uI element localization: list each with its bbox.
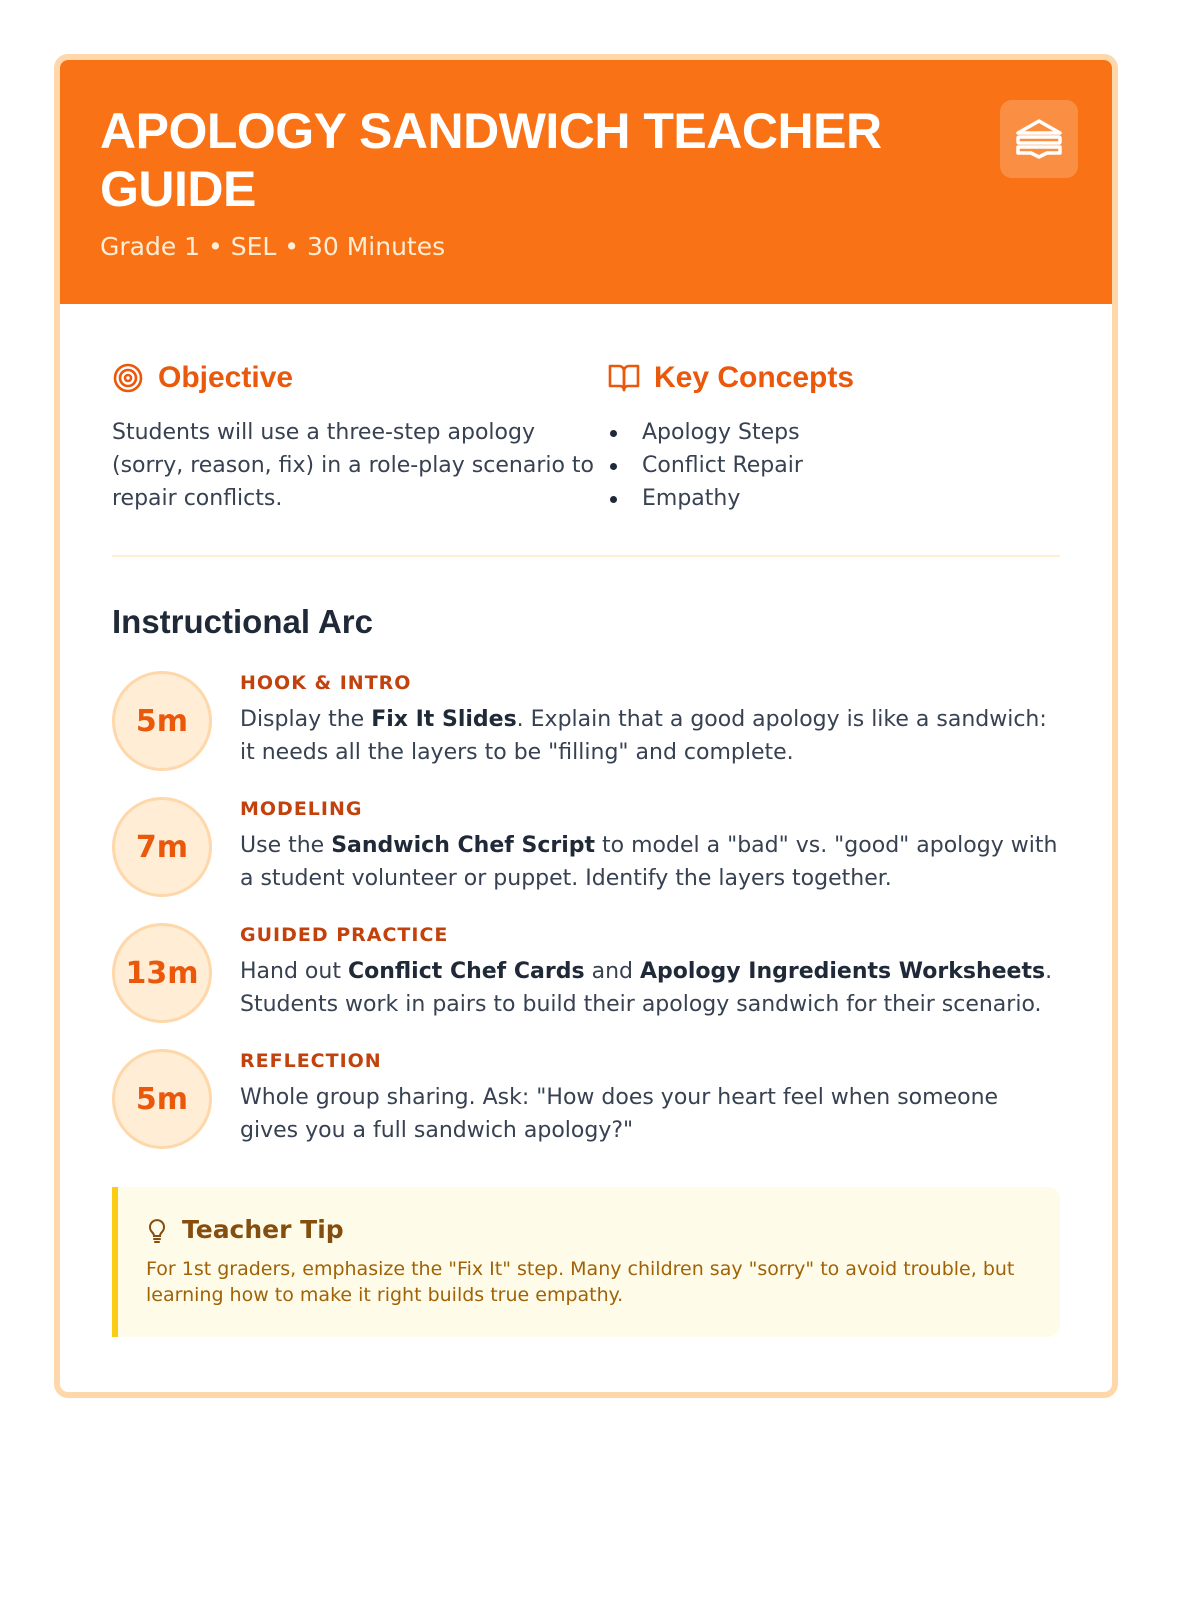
objective-text: Students will use a three-step apology (sorry, reason, fix) in a role-play scenario to repair conflicts. — [112, 420, 595, 511]
resource-name: Sandwich Chef Script — [331, 833, 596, 858]
key-concepts-heading-label: Key Concepts — [654, 361, 855, 394]
page-title: APOLOGY SANDWICH TEACHER GUIDE — [100, 103, 882, 217]
arc-step-modeling — [112, 797, 1060, 897]
teacher-tip-box — [112, 1187, 1060, 1337]
key-concepts-section — [608, 360, 1060, 515]
teacher-tip-text: For 1st graders, emphasize the "Fix It" step. Many children say "sorry" to avoid trouble, but learning how to make it right builds true empathy. — [146, 1258, 1015, 1306]
book-open-icon — [608, 363, 640, 393]
teacher-tip-heading — [146, 1215, 1030, 1244]
header-banner — [60, 60, 1112, 304]
lightbulb-icon — [146, 1217, 168, 1243]
objective-heading-label: Objective — [158, 361, 294, 394]
objective-heading — [112, 360, 608, 396]
objective-section — [112, 360, 608, 515]
teacher-guide-card — [54, 54, 1118, 1398]
arc-step-hook — [112, 671, 1060, 771]
step-label: REFLECTION — [240, 1050, 382, 1072]
target-icon — [112, 362, 144, 394]
guide-body — [60, 304, 1112, 1337]
concept-item: Apology Steps — [608, 416, 1060, 449]
duration-badge: 13m — [112, 923, 212, 1023]
instructional-arc-title: Instructional Arc — [112, 603, 373, 640]
page-subtitle: Grade 1 • SEL • 30 Minutes — [100, 232, 446, 261]
step-label: GUIDED PRACTICE — [240, 924, 449, 946]
step-label: MODELING — [240, 798, 363, 820]
resource-name: Apology Ingredients Worksheets — [639, 959, 1046, 984]
duration-badge: 5m — [112, 1049, 212, 1149]
sandwich-icon — [1014, 119, 1064, 159]
arc-step-reflection — [112, 1049, 1060, 1149]
logo-badge — [1000, 100, 1078, 178]
section-divider — [112, 555, 1060, 557]
resource-name: Fix It Slides — [371, 707, 517, 732]
step-description: Hand out Conflict Chef Cards and Apology Ingredients Worksheets. Students work in pairs to build their apology sandwich for their scenario. — [240, 959, 1053, 1017]
overview-row — [112, 360, 1060, 515]
key-concepts-heading — [608, 360, 1060, 396]
concept-item: Conflict Repair — [608, 449, 1060, 482]
step-label: HOOK & INTRO — [240, 672, 412, 694]
step-description: Whole group sharing. Ask: "How does your heart feel when someone gives you a full sandwich apology?" — [240, 1085, 999, 1143]
teacher-tip-heading-label: Teacher Tip — [182, 1215, 344, 1244]
step-description: Display the Fix It Slides. Explain that a good apology is like a sandwich: it needs all the layers to be "filling" and complete. — [240, 707, 1047, 765]
concept-item: Empathy — [608, 482, 1060, 515]
key-concepts-list — [608, 416, 1060, 515]
step-description: Use the Sandwich Chef Script to model a "bad" vs. "good" apology with a student volunteer or puppet. Identify the layers together. — [240, 833, 1058, 891]
resource-name: Conflict Chef Cards — [347, 959, 585, 984]
duration-badge: 7m — [112, 797, 212, 897]
arc-step-guided-practice — [112, 923, 1060, 1023]
duration-badge: 5m — [112, 671, 212, 771]
